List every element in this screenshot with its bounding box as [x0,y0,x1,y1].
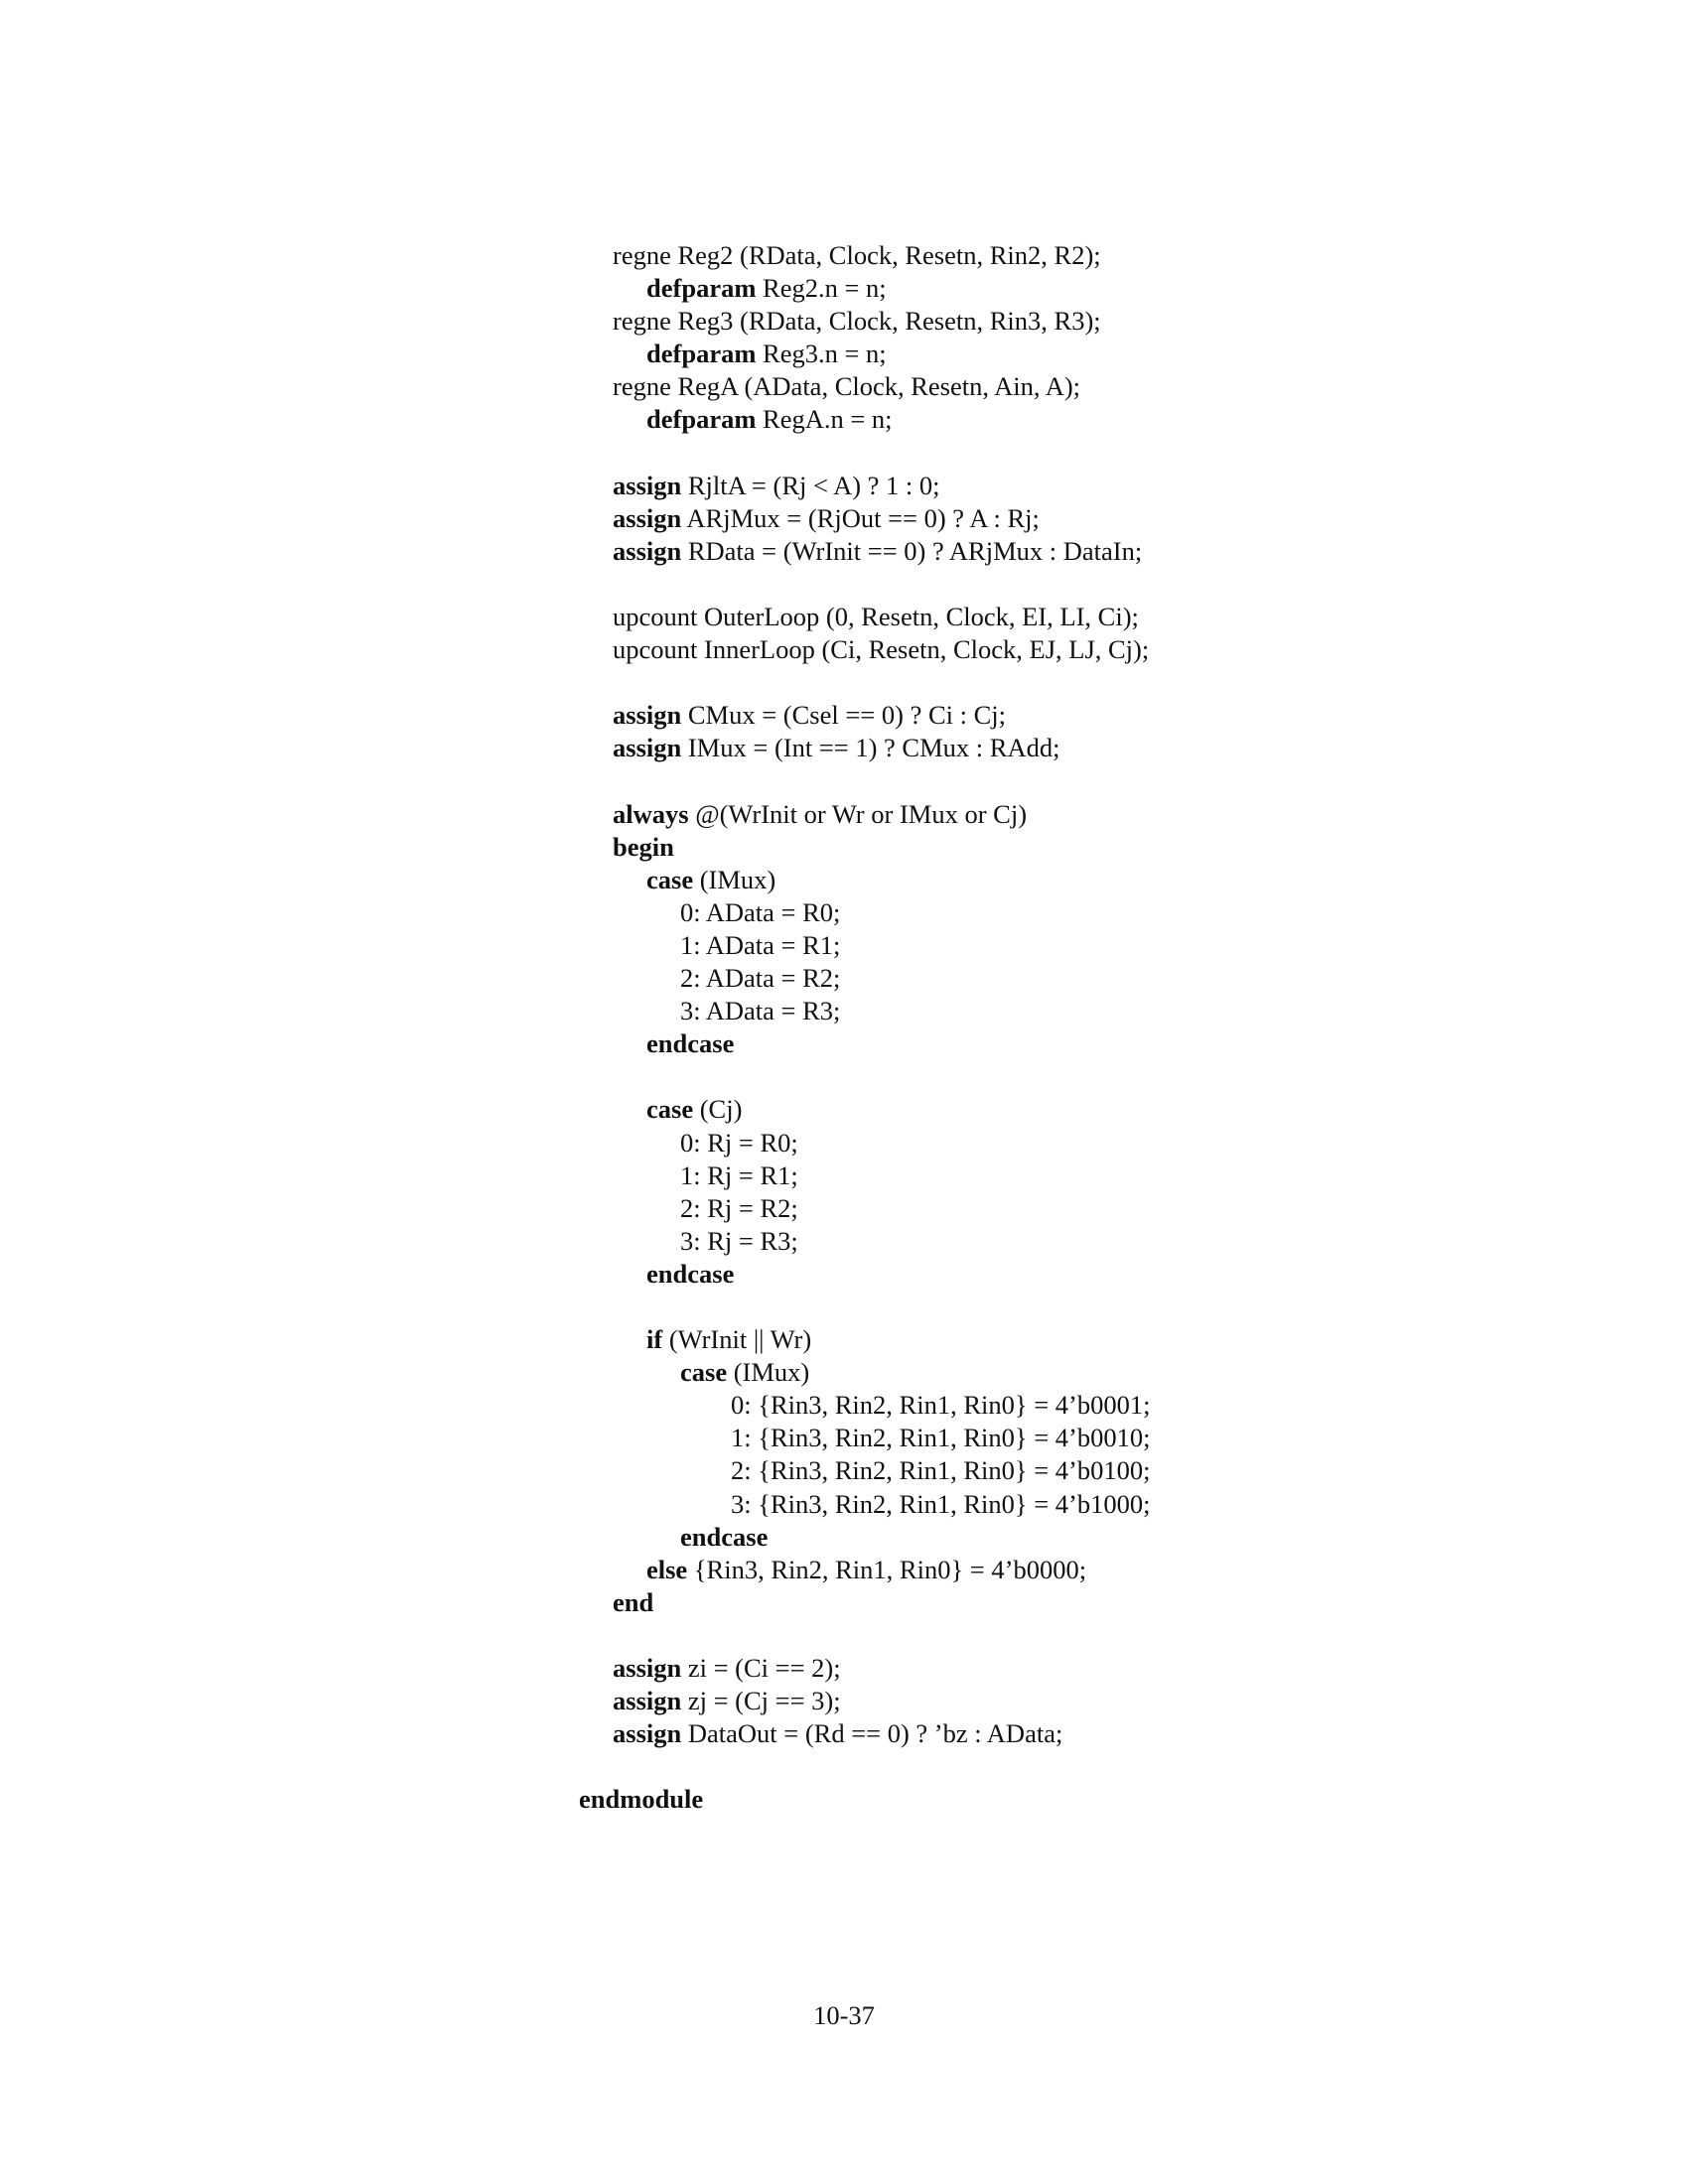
code-keyword: defparam [646,404,757,435]
code-keyword: defparam [646,273,757,304]
blank-line [0,1060,1688,1093]
code-line [0,831,1688,864]
blank-line [0,666,1688,699]
code-text: CMux = (Csel == 0) ? Ci : Cj; [681,700,1007,731]
code-line [0,1093,1688,1126]
code-keyword: end [613,1586,654,1617]
code-line [0,896,1688,929]
code-line [0,732,1688,764]
code-line [0,1454,1688,1487]
code-text: 1: {Rin3, Rin2, Rin1, Rin0} = 4’b0010; [731,1423,1151,1453]
code-text: (Cj) [693,1094,743,1125]
code-text: {Rin3, Rin2, Rin1, Rin0} = 4’b0000; [687,1554,1087,1584]
code-keyword: endmodule [579,1784,704,1815]
blank-line [0,765,1688,798]
blank-line [0,1291,1688,1323]
blank-line [0,1619,1688,1652]
code-text: (IMux) [693,864,776,894]
code-line [0,1554,1688,1586]
code-line [0,1356,1688,1389]
code-text: 3: {Rin3, Rin2, Rin1, Rin0} = 4’b1000; [731,1488,1151,1519]
code-keyword: endcase [680,1521,769,1552]
code-line [0,699,1688,732]
blank-line [0,568,1688,601]
code-keyword: assign [613,1653,682,1684]
page-number: 10-37 [813,2000,875,2030]
code-keyword: begin [613,831,674,862]
code-text: 0: AData = R0; [680,896,841,927]
code-text: (WrInit || Wr) [662,1324,812,1355]
code-text: regne Reg3 (RData, Clock, Resetn, Rin3, R3); [613,306,1101,337]
code-keyword: assign [613,1686,682,1716]
code-line [0,239,1688,272]
code-line [0,1717,1688,1750]
code-text: RData = (WrInit == 0) ? ARjMux : DataIn; [681,535,1143,566]
code-text: 2: {Rin3, Rin2, Rin1, Rin0} = 4’b0100; [731,1455,1151,1486]
code-keyword: defparam [646,339,757,369]
code-text: regne RegA (AData, Clock, Resetn, Ain, A); [613,371,1081,402]
code-text: 0: {Rin3, Rin2, Rin1, Rin0} = 4’b0001; [731,1390,1151,1421]
code-text: (IMux) [727,1357,810,1388]
code-line [0,1685,1688,1717]
code-line [0,370,1688,403]
code-keyword: assign [613,733,682,763]
code-text: upcount InnerLoop (Ci, Resetn, Clock, EJ, LJ, Cj); [613,634,1150,665]
code-line [0,1192,1688,1225]
code-line [0,1586,1688,1619]
code-keyword: if [646,1324,663,1355]
code-keyword: case [646,864,694,894]
code-keyword: assign [613,470,682,500]
code-line [0,338,1688,370]
code-keyword: case [646,1094,694,1125]
blank-line [0,437,1688,470]
code-text: RegA.n = n; [756,404,893,435]
code-keyword: assign [613,1718,682,1749]
code-keyword: assign [613,502,682,533]
code-line [0,1488,1688,1521]
code-line [0,601,1688,633]
code-line [0,272,1688,305]
code-line [0,1652,1688,1685]
code-line [0,1521,1688,1554]
blank-line [0,1750,1688,1783]
code-keyword: assign [613,535,682,566]
code-text: 2: Rj = R2; [680,1192,798,1223]
code-text: 1: AData = R1; [680,929,841,960]
code-line [0,995,1688,1027]
code-keyword: case [680,1357,728,1388]
code-text: zi = (Ci == 2); [681,1653,841,1684]
code-text: RjltA = (Rj < A) ? 1 : 0; [681,470,940,500]
code-line [0,305,1688,338]
code-text: @(WrInit or Wr or IMux or Cj) [688,798,1028,829]
code-line [0,929,1688,962]
code-text: 3: Rj = R3; [680,1225,798,1256]
code-line [0,1783,1688,1816]
code-keyword: else [646,1554,688,1584]
code-text: regne Reg2 (RData, Clock, Resetn, Rin2, R2); [613,240,1101,270]
code-line [0,798,1688,831]
code-line [0,1422,1688,1454]
code-line [0,1389,1688,1422]
code-text: 0: Rj = R0; [680,1127,798,1158]
code-line [0,470,1688,502]
code-line [0,1225,1688,1258]
verilog-code-listing [0,239,1688,1817]
code-text: 2: AData = R2; [680,963,841,994]
code-text: IMux = (Int == 1) ? CMux : RAdd; [681,733,1060,763]
code-keyword: endcase [646,1028,735,1059]
code-line [0,1160,1688,1192]
code-line [0,633,1688,666]
code-line [0,1323,1688,1356]
code-line [0,403,1688,436]
code-keyword: endcase [646,1258,735,1289]
code-keyword: assign [613,700,682,731]
code-line [0,962,1688,995]
code-line [0,1027,1688,1060]
code-keyword: always [613,798,689,829]
code-line [0,535,1688,568]
code-line [0,502,1688,535]
code-text: Reg3.n = n; [756,339,887,369]
code-text: DataOut = (Rd == 0) ? ’bz : AData; [681,1718,1063,1749]
code-text: ARjMux = (RjOut == 0) ? A : Rj; [681,502,1040,533]
code-line [0,864,1688,896]
code-text: 1: Rj = R1; [680,1160,798,1190]
code-line [0,1127,1688,1160]
code-text: zj = (Cj == 3); [681,1686,841,1716]
code-line [0,1258,1688,1291]
code-text: upcount OuterLoop (0, Resetn, Clock, EI, LI, Ci); [613,602,1139,632]
code-text: 3: AData = R3; [680,996,841,1026]
code-text: Reg2.n = n; [756,273,887,304]
